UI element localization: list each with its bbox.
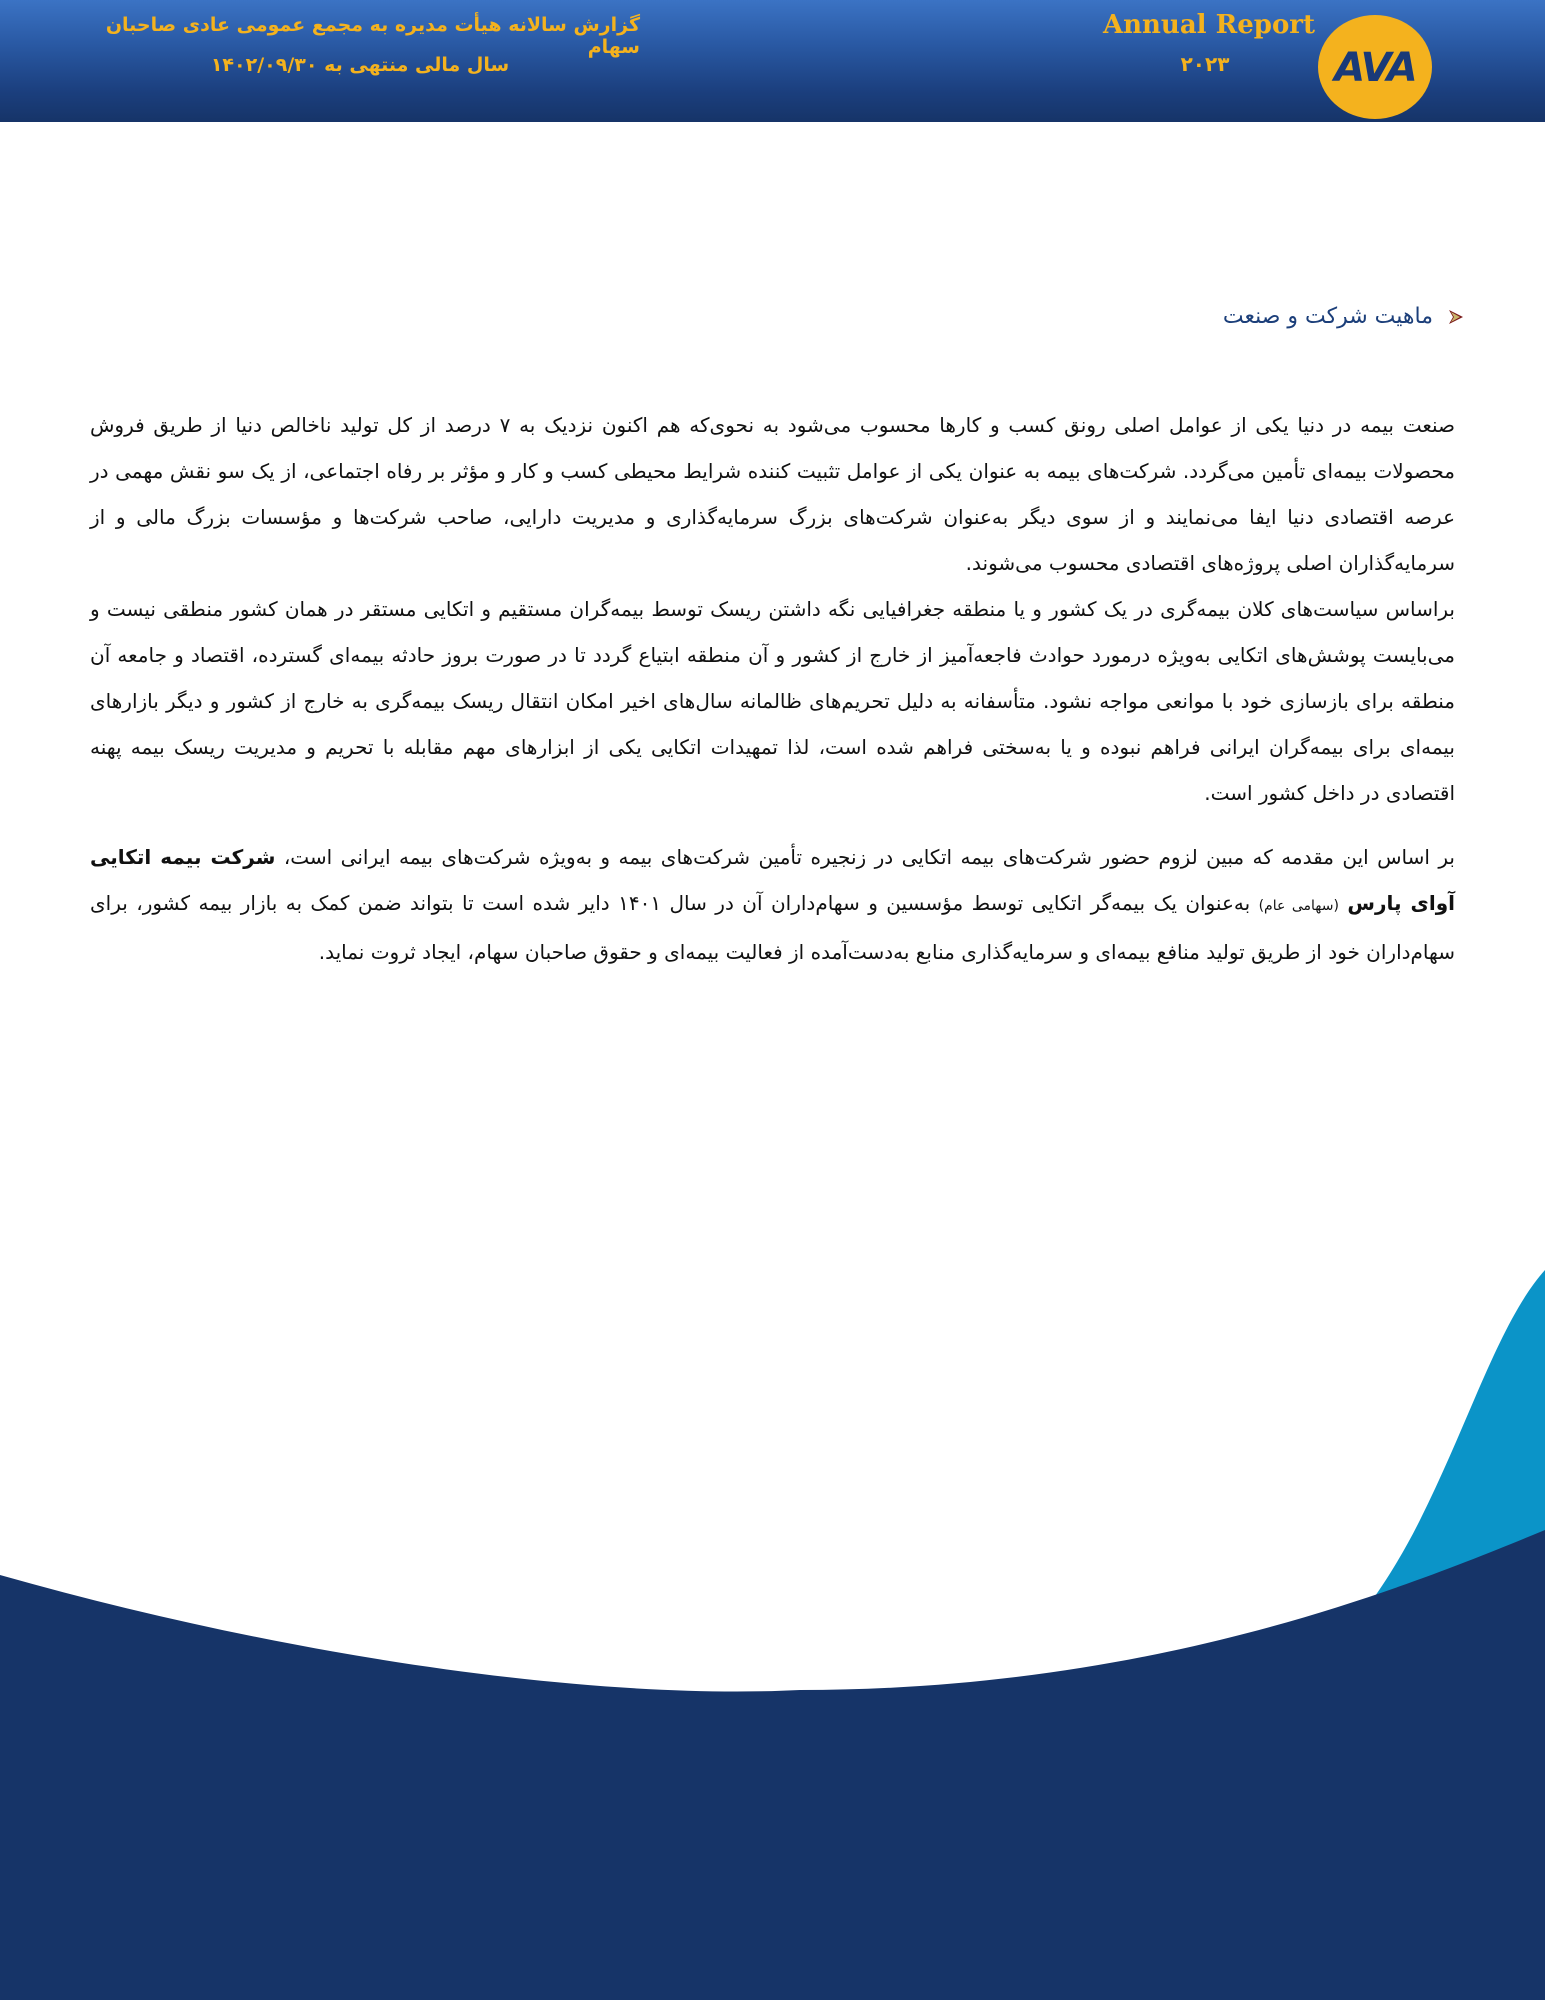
page-header [0, 0, 1545, 122]
fiscal-year-line: سال مالی منتهی به ۱۴۰۲/۰۹/۳۰ [210, 54, 510, 76]
report-subtitle: گزارش سالانه هیأت مدیره به مجمع عمومی عادی صاحبان سهام [105, 14, 640, 58]
report-year: ۲۰۲۳ [1180, 52, 1230, 76]
body-text [90, 402, 1455, 975]
section-heading [1223, 304, 1465, 329]
paragraph-2: براساس سیاست‌های کلان بیمه‌گری در یک کشور و یا منطقه جغرافیایی نگه داشتن ریسک توسط بیمه‌گران مستقیم و اتکایی مستقر در همان کشور منطقی نیست و می‌بایست پوشش‌های اتکایی به‌ویژه درمورد حوادث فاجعه‌آمیز از خارج از کشور و آن منطقه ابتیاع گردد تا در صورت بروز حادثه بیمه‌ای گسترده، اقتصاد و جامعه آن منطقه برای بازسازی خود با موانعی مواجه نشود. متأسفانه به دلیل تحریم‌های ظالمانه سال‌های اخیر امکان انتقال ریسک بیمه‌گری به خارج از کشور و دیگر بازارهای بیمه‌ای برای بیمه‌گران ایرانی فراهم نبوده و یا به‌سختی فراهم شده است، لذا تمهیدات اتکایی یکی از ابزارهای مهم مقابله با تحریم و مدیریت ریسک بیمه پهنه اقتصادی در داخل کشور است. [90, 597, 1455, 805]
company-type: (سهامی عام) [1258, 898, 1339, 914]
bottom-wave-decoration [0, 1260, 1545, 2000]
paragraph-3 [90, 834, 1455, 975]
paragraph-1: صنعت بیمه در دنیا یکی از عوامل اصلی رونق کسب و کارها محسوب می‌شود به نحوی‌که هم اکنون نزدیک به ۷ درصد از کل تولید ناخالص دنیا از طریق فروش محصولات بیمه‌ای تأمین می‌گردد. شرکت‌های بیمه به عنوان یکی از عوامل تثبیت کننده شرایط محیطی کسب و کار و مؤثر بر رفاه اجتماعی، از یک سو نقش مهمی در عرصه اقتصادی دنیا ایفا می‌نمایند و از سوی دیگر به‌عنوان شرکت‌های بزرگ سرمایه‌گذاری و مدیریت دارایی، صاحب شرکت‌ها و مؤسسات بزرگ مالی و از سرمایه‌گذاران اصلی پروژه‌های اقتصادی محسوب می‌شوند. [90, 413, 1456, 575]
section-title: ماهیت شرکت و صنعت [1222, 304, 1433, 329]
arrow-bullet-icon [1447, 308, 1465, 326]
company-name: شرکت بیمه اتکایی آوای پارس [90, 845, 1455, 915]
logo-text: AVA [1334, 45, 1416, 91]
ava-logo [1318, 15, 1432, 119]
paragraph-3-rest: به‌عنوان یک بیمه‌گر اتکایی توسط مؤسسین و سهام‌داران آن در سال ۱۴۰۱ دایر شده است تا بتواند ضمن کمک به بازار بیمه کشور، برای سهام‌داران خود از طریق تولید منافع بیمه‌ای و سرمایه‌گذاری منابع به‌دست‌آمده از فعالیت بیمه‌ای و حقوق صاحبان سهام، ایجاد ثروت نماید. [90, 891, 1455, 964]
annual-report-title: Annual Report [1102, 10, 1315, 40]
paragraph-3-intro: بر اساس این مقدمه که مبین لزوم حضور شرکت‌های بیمه اتکایی در زنجیره تأمین شرکت‌های بیمه و به‌ویژه شرکت‌های بیمه ایرانی است، [275, 845, 1455, 869]
